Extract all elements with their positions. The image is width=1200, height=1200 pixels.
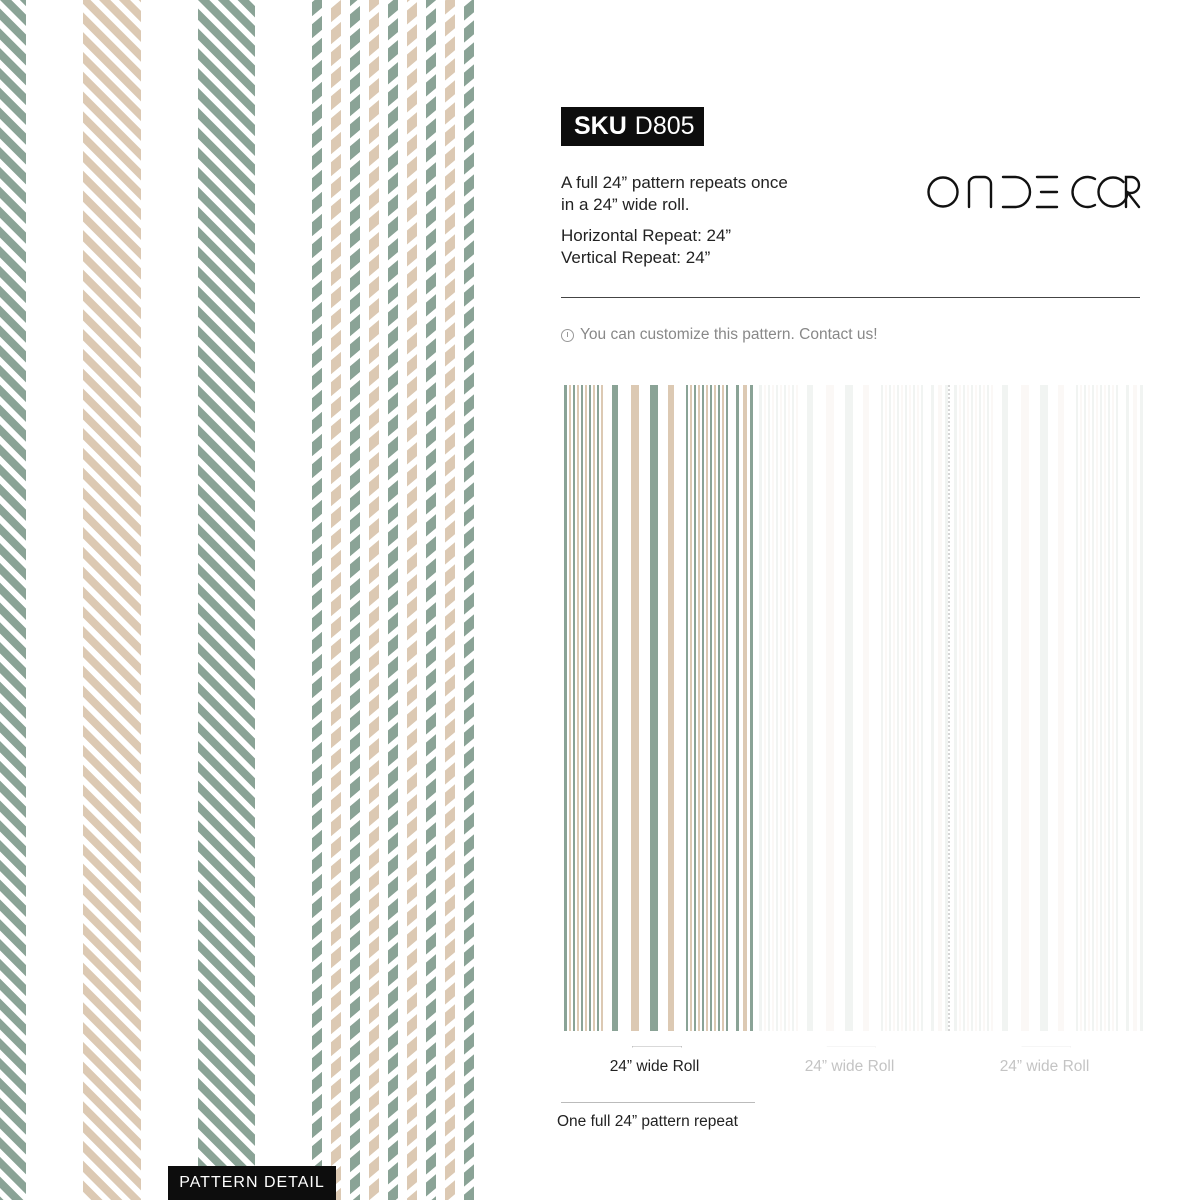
vertical-repeat: Vertical Repeat: 24”	[561, 248, 711, 267]
roll-stripe	[967, 385, 969, 1031]
roll-stripe	[963, 385, 965, 1031]
roll-stripe	[945, 385, 948, 1031]
detail-stripe	[407, 0, 417, 1200]
roll-stripe	[863, 385, 869, 1031]
roll-stripe	[971, 385, 973, 1031]
roll-stripe	[913, 385, 915, 1031]
roll-stripe	[1108, 385, 1110, 1031]
roll-stripe	[1040, 385, 1048, 1031]
detail-stripe	[331, 0, 341, 1200]
roll-dimension-arrow	[946, 1046, 1146, 1048]
info-icon	[561, 329, 574, 342]
roll-stripe	[975, 385, 977, 1031]
brand-logo	[925, 174, 1141, 210]
roll-stripe	[772, 385, 774, 1031]
roll-stripe	[714, 385, 716, 1031]
roll-stripe	[612, 385, 618, 1031]
roll-stripe	[991, 385, 993, 1031]
roll-stripe	[901, 385, 903, 1031]
roll-stripe	[776, 385, 778, 1031]
roll-stripe	[718, 385, 720, 1031]
roll-stripe	[577, 385, 579, 1031]
roll-stripe	[1084, 385, 1086, 1031]
roll-stripe	[1058, 385, 1064, 1031]
roll-stripe	[764, 385, 766, 1031]
roll-stripe	[885, 385, 887, 1031]
sku-code: D805	[634, 112, 695, 140]
roll-label: 24” wide Roll	[999, 1058, 1090, 1075]
detail-stripe	[312, 0, 322, 1200]
roll-stripe	[759, 385, 762, 1031]
roll-stripe	[686, 385, 688, 1031]
roll-stripe	[917, 385, 919, 1031]
roll-stripe	[668, 385, 674, 1031]
roll-stripe	[983, 385, 985, 1031]
roll-stripe	[954, 385, 957, 1031]
horizontal-repeat: Horizontal Repeat: 24”	[561, 226, 732, 245]
roll-stripe	[1076, 385, 1078, 1031]
roll-stripe	[593, 385, 595, 1031]
roll-stripe	[979, 385, 981, 1031]
detail-stripe	[83, 0, 141, 1200]
roll-stripe	[710, 385, 712, 1031]
detail-stripe	[388, 0, 398, 1200]
roll-stripe	[921, 385, 923, 1031]
roll-stripe	[589, 385, 591, 1031]
roll-label: 24” wide Roll	[609, 1058, 700, 1075]
roll-stripe	[1088, 385, 1090, 1031]
roll-label: 24” wide Roll	[804, 1058, 895, 1075]
divider	[561, 297, 1140, 298]
roll-stripe	[1133, 385, 1137, 1031]
pattern-detail-label: PATTERN DETAIL	[168, 1166, 336, 1200]
roll-stripe	[736, 385, 739, 1031]
roll-stripe	[750, 385, 753, 1031]
description-line: A full 24” pattern repeats once	[561, 173, 788, 192]
detail-stripe	[464, 0, 474, 1200]
roll-stripe	[1092, 385, 1094, 1031]
roll-stripe	[788, 385, 790, 1031]
roll-stripe	[702, 385, 704, 1031]
roll-stripe	[581, 385, 583, 1031]
detail-stripe	[369, 0, 379, 1200]
roll-stripe	[564, 385, 567, 1031]
roll-stripe	[1080, 385, 1082, 1031]
customize-note-text: You can customize this pattern. Contact us!	[580, 326, 878, 343]
roll-stripe	[784, 385, 786, 1031]
roll-stripe	[845, 385, 853, 1031]
detail-stripe	[350, 0, 360, 1200]
roll-stripe	[1112, 385, 1114, 1031]
roll-stripe	[601, 385, 603, 1031]
roll-stripe	[938, 385, 942, 1031]
roll-stripe	[743, 385, 747, 1031]
sku-badge	[561, 107, 704, 146]
roll-dimension-arrow	[556, 1046, 758, 1048]
customize-note	[561, 326, 878, 344]
roll-stripe	[573, 385, 575, 1031]
roll-stripe	[1100, 385, 1102, 1031]
roll-stripe	[726, 385, 728, 1031]
roll-stripe	[569, 385, 571, 1031]
roll-stripe	[889, 385, 891, 1031]
roll-stripe	[931, 385, 934, 1031]
roll-stripe	[792, 385, 794, 1031]
roll-stripe	[909, 385, 911, 1031]
roll-stripe	[690, 385, 692, 1031]
roll-stripe	[780, 385, 782, 1031]
roll-stripe	[893, 385, 895, 1031]
detail-stripe	[0, 0, 26, 1200]
pattern-detail-image	[0, 0, 480, 1200]
roll-stripe	[905, 385, 907, 1031]
pattern-description	[561, 172, 788, 269]
roll-stripe	[897, 385, 899, 1031]
roll-stripe	[650, 385, 658, 1031]
roll-stripe	[959, 385, 961, 1031]
repeat-dimension-line	[561, 1102, 755, 1103]
roll-stripe	[706, 385, 708, 1031]
detail-stripe	[426, 0, 436, 1200]
roll-stripe	[698, 385, 700, 1031]
roll-stripe	[694, 385, 696, 1031]
roll-stripe	[987, 385, 989, 1031]
roll-stripe	[1104, 385, 1106, 1031]
detail-stripe	[445, 0, 455, 1200]
roll-stripe	[585, 385, 587, 1031]
roll-stripe	[631, 385, 639, 1031]
detail-stripe	[198, 0, 255, 1200]
roll-stripe	[1116, 385, 1118, 1031]
sku-prefix: SKU	[574, 112, 627, 140]
roll-stripe	[807, 385, 813, 1031]
roll-stripe	[1096, 385, 1098, 1031]
description-line: in a 24” wide roll.	[561, 195, 690, 214]
repeat-label: One full 24” pattern repeat	[557, 1113, 738, 1130]
roll-preview	[560, 385, 1144, 1033]
roll-stripe	[597, 385, 599, 1031]
roll-stripe	[796, 385, 798, 1031]
roll-stripe	[1126, 385, 1129, 1031]
roll-stripe	[1140, 385, 1143, 1031]
roll-dimension-arrow	[752, 1046, 950, 1048]
roll-stripe	[1002, 385, 1008, 1031]
roll-stripe	[768, 385, 770, 1031]
roll-stripe	[1021, 385, 1029, 1031]
roll-stripe	[881, 385, 883, 1031]
roll-stripe	[722, 385, 724, 1031]
roll-stripe	[826, 385, 834, 1031]
